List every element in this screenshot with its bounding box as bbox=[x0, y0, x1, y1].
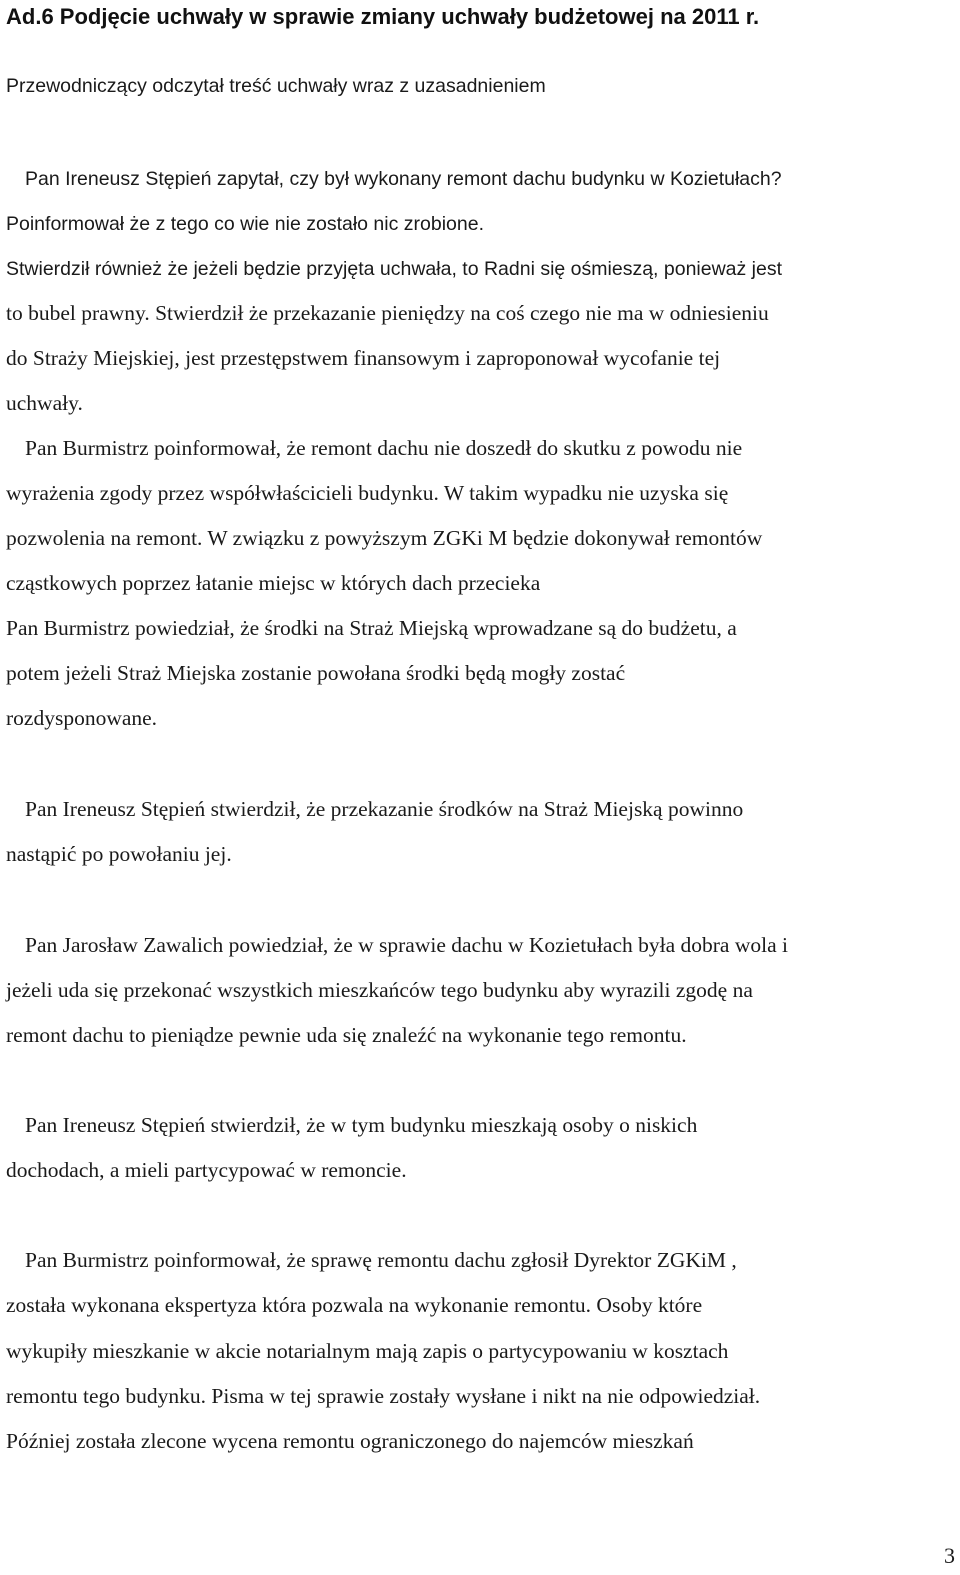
text-line: rozdysponowane. bbox=[6, 706, 158, 730]
text-line: Pan Ireneusz Stępień stwierdził, że w tym budynku mieszkają osoby o niskich bbox=[25, 1113, 698, 1137]
text-line: uchwały. bbox=[6, 391, 83, 415]
text-line: pozwolenia na remont. W związku z powyższym ZGKi M będzie dokonywał remontów bbox=[6, 526, 763, 550]
text-line: jeżeli uda się przekonać wszystkich mieszkańców tego budynku aby wyrazili zgodę na bbox=[6, 978, 753, 1002]
text-line: Stwierdził również że jeżeli będzie przyjęta uchwała, to Radni się ośmieszą, ponieważ jest bbox=[6, 258, 783, 280]
text-line: potem jeżeli Straż Miejska zostanie powołana środki będą mogły zostać bbox=[6, 661, 626, 685]
text-line: Poinformował że z tego co wie nie zostało nic zrobione. bbox=[6, 213, 484, 235]
text-line: Pan Burmistrz poinformował, że remont dachu nie doszedł do skutku z powodu nie bbox=[25, 436, 743, 460]
text-line: nastąpić po powołaniu jej. bbox=[6, 842, 232, 866]
text-line: Pan Burmistrz poinformował, że sprawę remontu dachu zgłosił Dyrektor ZGKiM , bbox=[25, 1248, 737, 1272]
text-line: remontu tego budynku. Pisma w tej sprawie zostały wysłane i nikt na nie odpowiedział. bbox=[6, 1384, 761, 1408]
text-line: cząstkowych poprzez łatanie miejsc w których dach przecieka bbox=[6, 571, 541, 595]
text-line: Pan Ireneusz Stępień zapytał, czy był wykonany remont dachu budynku w Kozietułach? bbox=[25, 168, 782, 190]
text-line: wykupiły mieszkanie w akcie notarialnym mają zapis o partycypowaniu w kosztach bbox=[6, 1339, 729, 1363]
text-line: Pan Ireneusz Stępień stwierdził, że przekazanie środków na Straż Miejską powinno bbox=[25, 797, 744, 821]
text-line: wyrażenia zgody przez współwłaścicieli budynku. W takim wypadku nie uzyska się bbox=[6, 481, 729, 505]
agenda-item-heading: Ad.6 Podjęcie uchwały w sprawie zmiany uchwały budżetowej na 2011 r. bbox=[6, 4, 760, 29]
text-line: Później została zlecone wycena remontu ograniczonego do najemców mieszkań bbox=[6, 1429, 694, 1453]
text-line: do Straży Miejskiej, jest przestępstwem finansowym i zaproponował wycofanie tej bbox=[6, 346, 721, 370]
text-line: Pan Jarosław Zawalich powiedział, że w sprawie dachu w Kozietułach była dobra wola i bbox=[25, 933, 788, 957]
text-line: dochodach, a mieli partycypować w remoncie. bbox=[6, 1158, 407, 1182]
page-number: 3 bbox=[944, 1543, 955, 1568]
text-line: Przewodniczący odczytał treść uchwały wraz z uzasadnieniem bbox=[6, 75, 546, 97]
text-line: została wykonana ekspertyza która pozwala na wykonanie remontu. Osoby które bbox=[6, 1293, 703, 1317]
text-line: remont dachu to pieniądze pewnie uda się znaleźć na wykonanie tego remontu. bbox=[6, 1023, 687, 1047]
text-line: to bubel prawny. Stwierdził że przekazanie pieniędzy na coś czego nie ma w odniesieniu bbox=[6, 301, 769, 325]
text-line: Pan Burmistrz powiedział, że środki na Straż Miejską wprowadzane są do budżetu, a bbox=[6, 616, 737, 640]
